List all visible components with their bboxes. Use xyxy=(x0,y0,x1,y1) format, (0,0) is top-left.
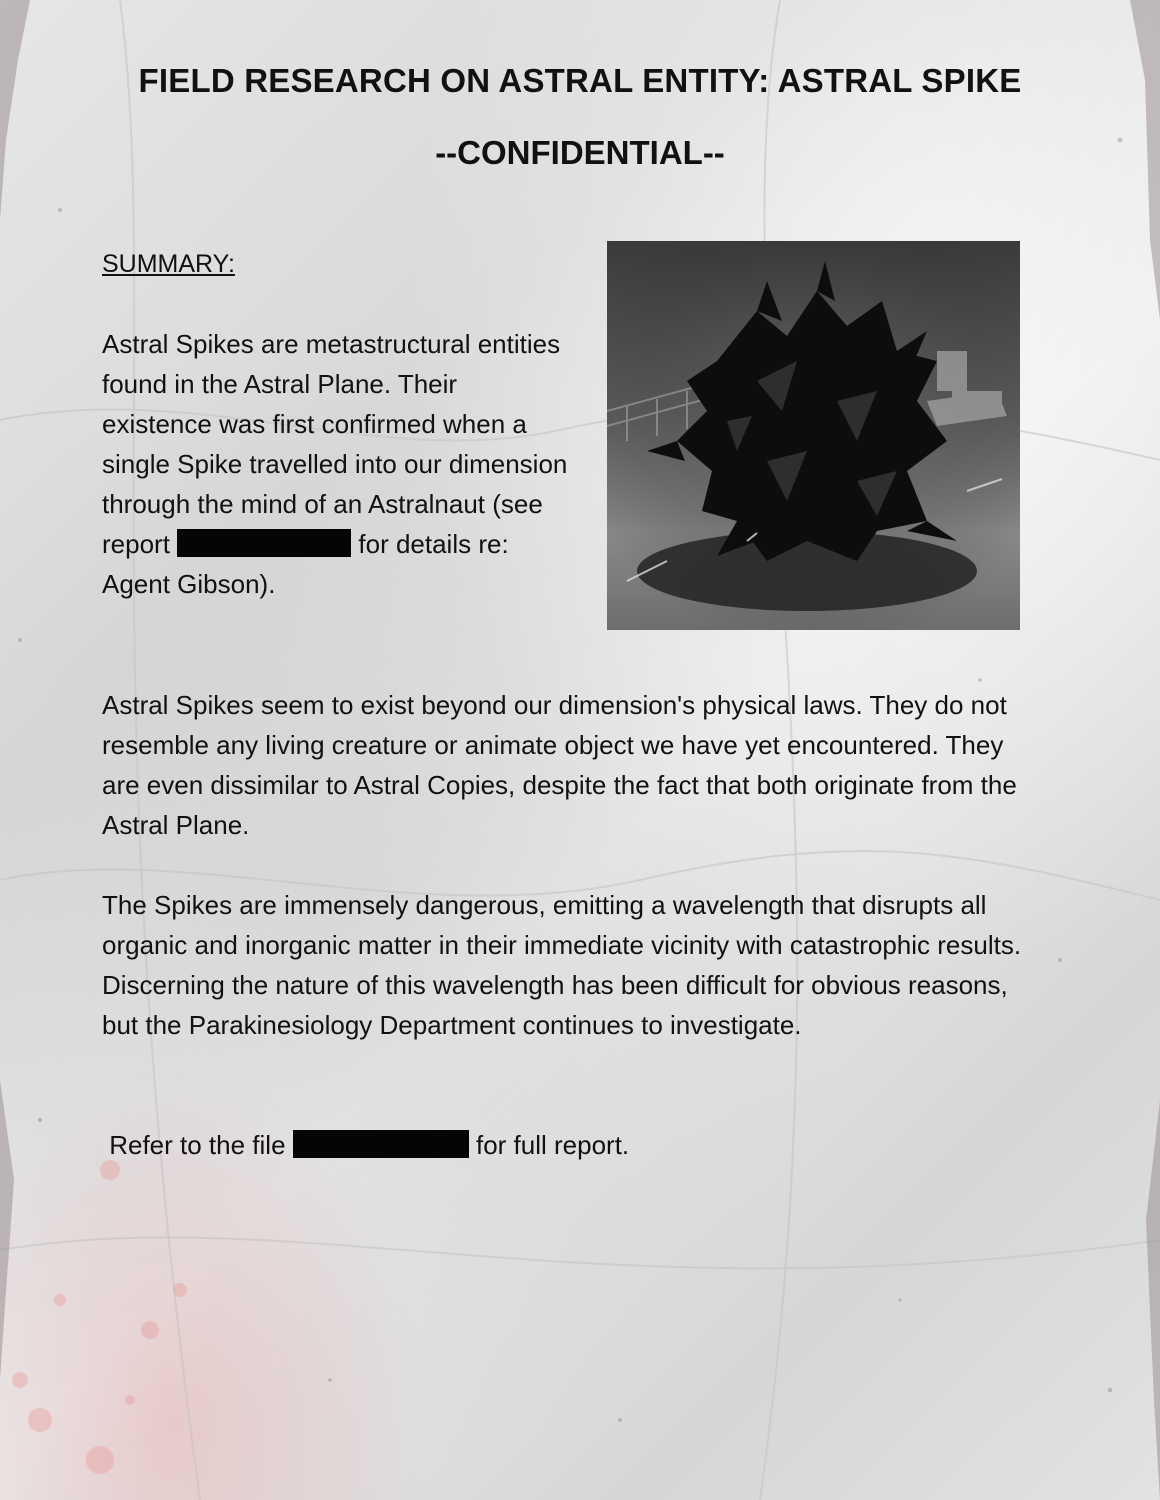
paragraph-4-text-end: for full report. xyxy=(468,1130,630,1160)
redaction-bar xyxy=(177,529,351,557)
redaction-bar xyxy=(293,1130,469,1158)
summary-paragraph-1 xyxy=(102,324,572,604)
paragraph-1-text-start: Astral Spikes are metastructural entities found in the Astral Plane. Their existence was first confirmed when a single Spike travelled into our dimension through the mind of an Astralnaut (see report xyxy=(102,329,568,559)
summary-paragraph-2: Astral Spikes seem to exist beyond our dimension's physical laws. They do not resemble any living creature or animate object we have yet encountered. They are even dissimilar to Astral Copies, despite the fact that both originate from the Astral Plane. xyxy=(102,690,1017,840)
summary-paragraph-3: The Spikes are immensely dangerous, emitting a wavelength that disrupts all organic and inorganic matter in their immediate vicinity with catastrophic results. Discerning the nature of this wavelength has been difficult for obvious reasons, but the Parakinesiology Department continues to investigate. xyxy=(102,890,1022,1040)
summary-heading: SUMMARY: xyxy=(102,250,235,278)
confidential-label: --CONFIDENTIAL-- xyxy=(435,134,725,171)
document-title: FIELD RESEARCH ON ASTRAL ENTITY: ASTRAL SPIKE xyxy=(138,62,1022,99)
paragraph-4-text-start: Refer to the file xyxy=(102,1130,293,1160)
astral-spike-photo xyxy=(607,241,1020,630)
paragraph-1-text-end: for details re: Agent Gibson). xyxy=(102,529,509,599)
astral-spike-image xyxy=(607,241,1020,630)
summary-paragraph-4 xyxy=(102,1125,1042,1165)
